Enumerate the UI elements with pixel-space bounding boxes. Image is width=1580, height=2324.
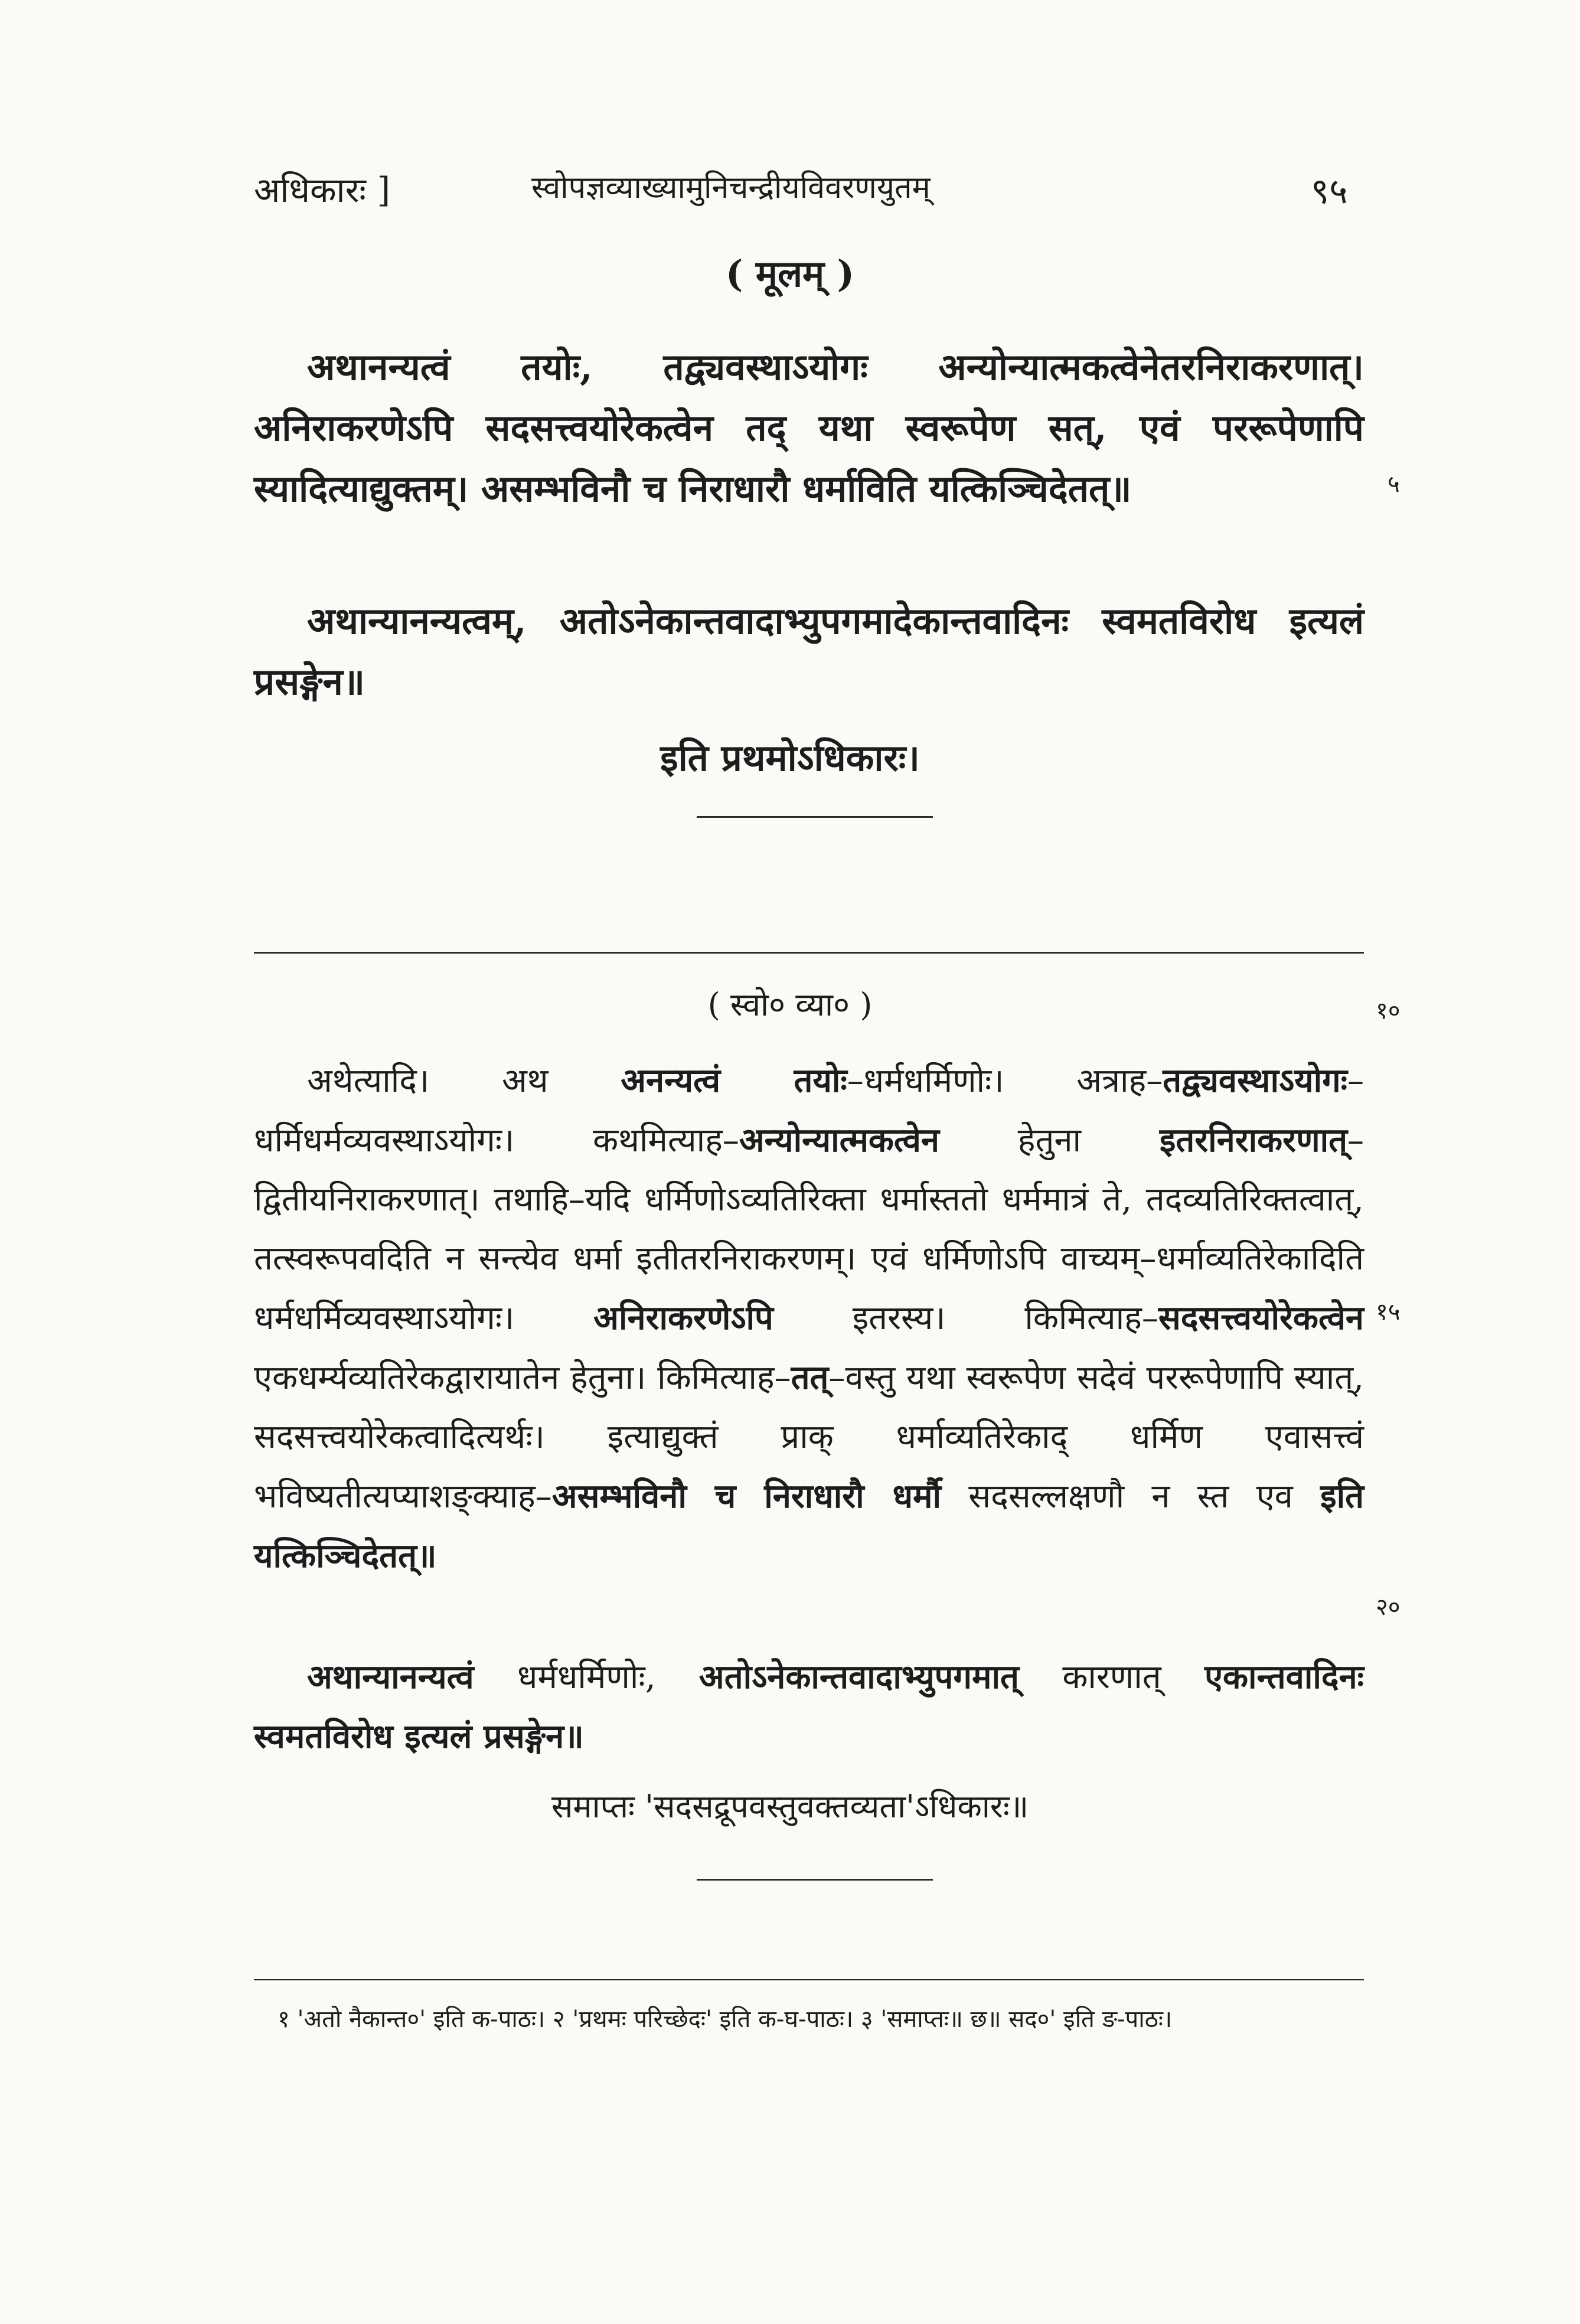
commentary-p1-run-14: –वस्तु यथा स्वरूपेण सदेवं पररूपेणापि स्यात्, सदसत्त्वयोरेकत्वादित्यर्थः। इत्याद्युक्तं प्राक् धर्माव्यतिरेकाद् धर्मिण एवासत्त्वं भविष्यतीत्यप्याशङ्क्याह– <box>254 1359 1364 1516</box>
commentary-end-divider <box>697 1879 933 1881</box>
mula-paragraph-1: अथानन्यत्वं तयोः, तद्व्यवस्थाऽयोगः अन्योन्यात्मकत्वेनेतरनिराकरणात्। अनिराकरणेऽपि सदसत्त्वयोरेकत्वेन तद् यथा स्वरूपेण सत्, एवं पररूपेणापि स्यादित्याद्युक्तम्। असम्भविनौ च निराधारौ धर्माविति यत्किञ्चिदेतत्॥ <box>254 345 1364 510</box>
commentary-p1-run-7: इतरनिराकरणात् <box>1159 1121 1347 1160</box>
commentary-p1-run-17: इति यत्किञ्चिदेतत्॥ <box>254 1477 1364 1575</box>
line-number-5: ५ <box>1388 471 1400 498</box>
commentary-p1-run-4: –धर्मिधर्मव्यवस्थाऽयोगः। कथमित्याह– <box>254 1062 1364 1160</box>
commentary-p1-run-16: सदसल्लक्षणौ न स्त एव <box>941 1477 1321 1516</box>
commentary-title: ( स्वो० व्या० ) <box>707 986 873 1023</box>
commentary-colophon: समाप्तः 'सदसद्रूपवस्तुवक्तव्यता'ऽधिकारः॥ <box>551 1788 1029 1825</box>
commentary-p1-run-1: अनन्यत्वं तयोः <box>621 1061 847 1100</box>
mula-paragraph-2: अथान्यानन्यत्वम्, अतोऽनेकान्तवादाभ्युपगमादेकान्तवादिनः स्वमतविरोध इत्यलं प्रसङ्गेन॥ <box>254 599 1364 703</box>
line-number-10: १० <box>1376 997 1401 1024</box>
header-chapter-label: अधिकारः ] <box>254 170 391 210</box>
line-number-15: १५ <box>1376 1298 1401 1326</box>
commentary-p2-run-4: एकान्तवादिनः स्वमतविरोध इत्यलं प्रसङ्गेन॥ <box>254 1657 1364 1756</box>
commentary-p2-run-0: अथान्यानन्यत्वं <box>307 1657 474 1696</box>
commentary-p1-run-13: तत् <box>791 1358 829 1397</box>
commentary-p1-run-6: हेतुना <box>939 1121 1160 1160</box>
section-divider-long <box>254 952 1364 954</box>
commentary-p1-run-12: एकधर्म्यव्यतिरेकद्वारायातेन हेतुना। किमित्याह– <box>254 1359 791 1397</box>
commentary-p1-run-15: असम्भविनौ च निराधारौ धर्मौ <box>551 1477 942 1516</box>
commentary-p2-text <box>254 1658 1364 1756</box>
commentary-p1-run-9: अनिराकरणेऽपि <box>593 1298 773 1337</box>
commentary-p1-run-2: –धर्मधर्मिणोः। अत्राह– <box>847 1062 1163 1100</box>
section-divider-short <box>697 816 933 818</box>
footnote-rule <box>254 1979 1364 1980</box>
header-title: स्वोपज्ञव्याख्यामुनिचन्द्रीयविवरणयुतम् <box>531 170 931 205</box>
commentary-p1-run-3: तद्व्यवस्थाऽयोगः <box>1163 1061 1347 1100</box>
commentary-p2-run-2: अतोऽनेकान्तवादाभ्युपगमात् <box>698 1657 1019 1696</box>
commentary-p2-run-1: धर्मधर्मिणोः, <box>474 1658 699 1696</box>
footnote-text: १ 'अतो नैकान्त०' इति क-पाठः। २ 'प्रथमः परिच्छेदः' इति क-घ-पाठः। ३ 'समाप्तः॥ छ॥ सद०' इति ङ-पाठः। <box>278 2006 1173 2033</box>
commentary-p1-run-10: इतरस्य। किमित्याह– <box>773 1299 1158 1337</box>
commentary-p1-run-8: –द्वितीयनिराकरणात्। तथाहि–यदि धर्मिणोऽव्यतिरिक्ता धर्मास्ततो धर्ममात्रं ते, तदव्यतिरिक्तत्वात्, तत्स्वरूपवदिति न सन्त्येव धर्मा इतीतरनिराकरणम्। एवं धर्मिणोऽपि वाच्यम्–धर्माव्यतिरेकादिति धर्मधर्मिव्यवस्थाऽयोगः। <box>254 1121 1364 1337</box>
line-number-20: २० <box>1376 1594 1401 1621</box>
commentary-p2-run-3: कारणात् <box>1018 1658 1205 1696</box>
commentary-paragraph-1 <box>254 1051 1364 1586</box>
commentary-p1-run-11: सदसत्त्वयोरेकत्वेन <box>1158 1298 1364 1337</box>
commentary-p1-text <box>254 1062 1364 1575</box>
page-number: ९५ <box>1311 171 1348 212</box>
mula-title: ( मूलम् ) <box>725 252 855 295</box>
commentary-p1-run-5: अन्योन्यात्मकत्वेन <box>739 1121 939 1160</box>
commentary-paragraph-2 <box>254 1647 1364 1767</box>
mula-colophon: इति प्रथमोऽधिकारः। <box>660 736 920 779</box>
commentary-p1-run-0: अथेत्यादि। अथ <box>307 1062 621 1100</box>
